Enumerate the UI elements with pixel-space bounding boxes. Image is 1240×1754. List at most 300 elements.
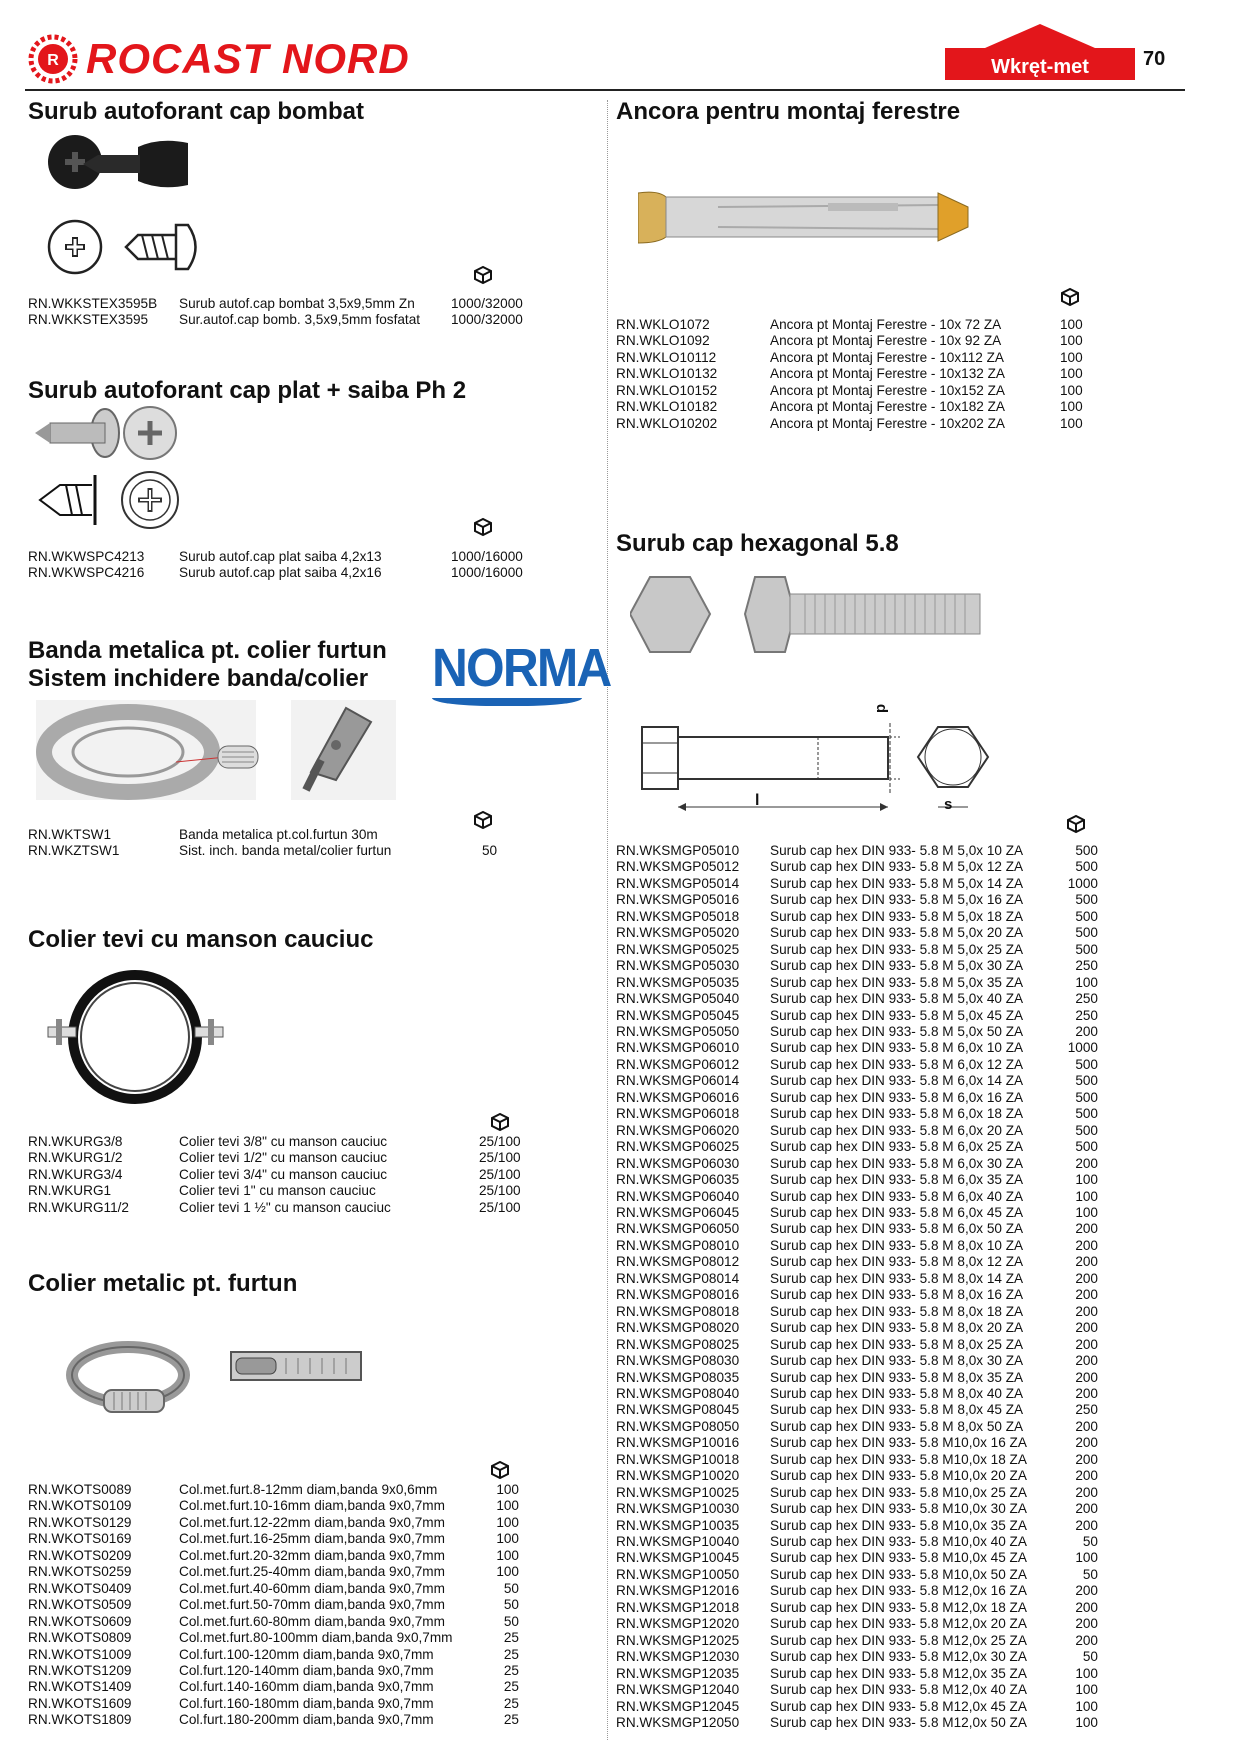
product-quantity: 100 [1060, 415, 1083, 431]
product-code: RN.WKSMGP08010 [616, 1237, 740, 1253]
product-quantity: 200 [1075, 1484, 1098, 1500]
product-quantity: 25/100 [479, 1166, 521, 1182]
product-description: Surub cap hex DIN 933- 5.8 M 5,0x 10 ZA [770, 843, 1024, 858]
product-quantity: 100 [1075, 1682, 1098, 1698]
page-number: 70 [1143, 48, 1166, 70]
table-row [616, 1452, 1098, 1468]
package-box-icon [490, 1460, 510, 1480]
table-row [616, 1419, 1098, 1435]
product-code: RN.WKOTS0259 [28, 1564, 132, 1580]
table-row [28, 296, 523, 312]
product-list [28, 1134, 521, 1216]
product-code: RN.WKURG3/4 [28, 1166, 123, 1182]
product-description: Col.met.furt.40-60mm diam,banda 9x0,7mm [179, 1580, 445, 1596]
package-box-icon [490, 1112, 510, 1132]
table-row [616, 1485, 1098, 1501]
product-code: RN.WKLO10132 [616, 366, 718, 382]
product-code: RN.WKSMGP12018 [616, 1599, 740, 1615]
table-row [28, 827, 497, 843]
product-description: Surub cap hex DIN 933- 5.8 M 5,0x 40 ZA [770, 991, 1024, 1007]
diagram-label-d: d [873, 703, 891, 714]
product-quantity: 500 [1075, 1073, 1098, 1089]
product-code: RN.WKSMGP12050 [616, 1715, 740, 1731]
product-quantity: 25/100 [479, 1183, 521, 1199]
product-code: RN.WKSMGP08020 [616, 1320, 740, 1336]
product-description: Surub cap hex DIN 933- 5.8 M12,0x 30 ZA [770, 1649, 1027, 1665]
product-code: RN.WKSMGP10040 [616, 1534, 740, 1550]
table-row [616, 350, 1083, 366]
product-description: Surub cap hex DIN 933- 5.8 M12,0x 50 ZA [770, 1715, 1027, 1731]
product-quantity: 100 [1075, 974, 1098, 990]
table-row [616, 1337, 1098, 1353]
table-row [616, 1402, 1098, 1418]
table-row [28, 312, 523, 328]
table-row [616, 909, 1098, 925]
product-quantity: 500 [1075, 859, 1098, 875]
table-row [616, 416, 1083, 432]
table-row [616, 843, 1098, 859]
worm-gear-hose-clamp-icon [66, 1330, 366, 1440]
product-description: Col.met.furt.10-16mm diam,banda 9x0,7mm [179, 1498, 445, 1514]
table-row [28, 1548, 519, 1564]
product-quantity: 500 [1075, 941, 1098, 957]
product-description: Surub cap hex DIN 933- 5.8 M 8,0x 16 ZA [770, 1287, 1024, 1303]
product-description: Colier tevi 1" cu manson cauciuc [179, 1183, 376, 1199]
product-code: RN.WKTSW1 [28, 827, 112, 842]
table-row [616, 1550, 1098, 1566]
table-row [28, 1614, 519, 1630]
product-code: RN.WKSMGP06040 [616, 1188, 740, 1204]
table-row [616, 958, 1098, 974]
product-description: Surub cap hex DIN 933- 5.8 M 6,0x 14 ZA [770, 1073, 1024, 1089]
product-code: RN.WKLO10202 [616, 415, 718, 431]
product-quantity: 200 [1075, 1336, 1098, 1352]
product-code: RN.WKSMGP10018 [616, 1451, 740, 1467]
product-code: RN.WKSMGP06030 [616, 1155, 740, 1171]
product-code: RN.WKOTS1809 [28, 1712, 132, 1728]
diagram-label-s: s [944, 796, 953, 813]
table-row [28, 1482, 519, 1498]
table-row [616, 1221, 1098, 1237]
pan-head-washer-screw-icon [30, 405, 180, 535]
section-title: Ancora pentru montaj ferestre [616, 98, 961, 125]
product-code: RN.WKSMGP05030 [616, 958, 740, 974]
table-row [28, 1150, 521, 1166]
product-description: Surub cap hex DIN 933- 5.8 M 5,0x 16 ZA [770, 892, 1024, 908]
product-code: RN.WKSMGP05018 [616, 908, 740, 924]
product-description: Sist. inch. banda metal/colier furtun [179, 843, 392, 859]
product-code: RN.WKSMGP05010 [616, 843, 740, 858]
product-quantity: 100 [1075, 1172, 1098, 1188]
table-row [28, 565, 523, 581]
table-row [616, 1518, 1098, 1534]
hex-bolt-dimension-diagram [630, 695, 1000, 835]
product-code: RN.WKOTS0209 [28, 1547, 132, 1563]
table-row [28, 1498, 519, 1514]
table-row [28, 1679, 519, 1695]
product-description: Surub cap hex DIN 933- 5.8 M 8,0x 50 ZA [770, 1418, 1024, 1434]
table-row [616, 1435, 1098, 1451]
product-code: RN.WKSMGP06035 [616, 1172, 740, 1188]
product-quantity: 200 [1075, 1287, 1098, 1303]
product-description: Surub autof.cap bombat 3,5x9,5mm Zn [179, 296, 415, 311]
product-code: RN.WKSMGP06020 [616, 1122, 740, 1138]
product-description: Ancora pt Montaj Ferestre - 10x 72 ZA [770, 317, 1002, 332]
product-code: RN.WKURG3/8 [28, 1134, 123, 1149]
product-description: Surub cap hex DIN 933- 5.8 M12,0x 40 ZA [770, 1682, 1027, 1698]
product-quantity: 500 [1075, 1056, 1098, 1072]
product-description: Col.met.furt.50-70mm diam,banda 9x0,7mm [179, 1597, 445, 1613]
product-code: RN.WKSMGP08014 [616, 1270, 740, 1286]
product-description: Col.met.furt.60-80mm diam,banda 9x0,7mm [179, 1613, 445, 1629]
table-row [616, 876, 1098, 892]
table-row [616, 892, 1098, 908]
product-description: Surub cap hex DIN 933- 5.8 M 5,0x 30 ZA [770, 958, 1024, 974]
product-code: RN.WKSMGP05012 [616, 859, 740, 875]
table-row [616, 975, 1098, 991]
table-row [616, 1040, 1098, 1056]
table-row [616, 1254, 1098, 1270]
product-description: Surub cap hex DIN 933- 5.8 M12,0x 25 ZA [770, 1632, 1027, 1648]
table-row [616, 383, 1083, 399]
product-description: Colier tevi 1/2" cu manson cauciuc [179, 1150, 388, 1166]
table-row [616, 1123, 1098, 1139]
product-list [28, 1482, 519, 1729]
product-quantity: 1000 [1067, 875, 1098, 891]
product-code: RN.WKSMGP06014 [616, 1073, 740, 1089]
table-row [616, 1699, 1098, 1715]
product-description: Banda metalica pt.col.furtun 30m [179, 827, 378, 842]
product-code: RN.WKSMGP05040 [616, 991, 740, 1007]
product-description: Surub cap hex DIN 933- 5.8 M12,0x 20 ZA [770, 1616, 1027, 1632]
product-quantity: 100 [1060, 349, 1083, 365]
product-quantity: 50 [482, 843, 498, 859]
product-quantity: 1000/16000 [451, 549, 523, 564]
product-code: RN.WKKSTEX3595B [28, 296, 158, 311]
product-code: RN.WKOTS0129 [28, 1514, 132, 1530]
norma-logo [432, 638, 611, 712]
header-rule [25, 89, 1185, 91]
table-row [616, 1370, 1098, 1386]
table-row [616, 1501, 1098, 1517]
product-code: RN.WKSMGP12020 [616, 1616, 740, 1632]
product-quantity: 100 [1075, 1204, 1098, 1220]
product-description: Surub cap hex DIN 933- 5.8 M 6,0x 35 ZA [770, 1172, 1024, 1188]
table-row [616, 1567, 1098, 1583]
table-row [28, 1200, 521, 1216]
product-quantity: 25/100 [479, 1199, 521, 1215]
product-quantity: 25 [503, 1712, 519, 1728]
product-quantity: 100 [1075, 1715, 1098, 1731]
package-box-icon [473, 517, 493, 537]
table-row [28, 1564, 519, 1580]
product-quantity: 200 [1075, 1221, 1098, 1237]
table-row [28, 1696, 519, 1712]
table-row [28, 1581, 519, 1597]
product-code: RN.WKSMGP12025 [616, 1632, 740, 1648]
product-description: Surub cap hex DIN 933- 5.8 M 6,0x 45 ZA [770, 1204, 1024, 1220]
product-code: RN.WKSMGP08025 [616, 1336, 740, 1352]
product-quantity: 500 [1075, 1106, 1098, 1122]
product-quantity: 25/100 [479, 1150, 521, 1166]
table-row [616, 1633, 1098, 1649]
table-row [616, 1189, 1098, 1205]
product-list [616, 317, 1083, 432]
product-code: RN.WKSMGP08035 [616, 1369, 740, 1385]
product-description: Col.met.furt.16-25mm diam,banda 9x0,7mm [179, 1531, 445, 1547]
table-row [616, 1468, 1098, 1484]
product-quantity: 200 [1075, 1418, 1098, 1434]
product-quantity: 200 [1075, 1320, 1098, 1336]
product-quantity: 200 [1075, 1369, 1098, 1385]
table-row [616, 1090, 1098, 1106]
product-quantity: 200 [1075, 1254, 1098, 1270]
section-subtitle: Sistem inchidere banda/colier [28, 665, 369, 692]
table-row [616, 1386, 1098, 1402]
product-code: RN.WKSMGP05045 [616, 1007, 740, 1023]
table-row [28, 1167, 521, 1183]
product-description: Surub cap hex DIN 933- 5.8 M 5,0x 12 ZA [770, 859, 1024, 875]
product-code: RN.WKSMGP06012 [616, 1056, 740, 1072]
table-row [28, 1134, 521, 1150]
product-description: Col.furt.120-140mm diam,banda 9x0,7mm [179, 1662, 434, 1678]
section-title: Colier metalic pt. furtun [28, 1270, 298, 1297]
product-description: Surub cap hex DIN 933- 5.8 M 8,0x 45 ZA [770, 1402, 1024, 1418]
diagram-label-l: l [755, 792, 760, 809]
product-code: RN.WKOTS1409 [28, 1679, 132, 1695]
product-code: RN.WKSMGP12030 [616, 1649, 740, 1665]
product-code: RN.WKLO1072 [616, 317, 710, 332]
product-code: RN.WKURG1 [28, 1183, 112, 1199]
product-code: RN.WKSMGP08018 [616, 1303, 740, 1319]
product-description: Col.furt.100-120mm diam,banda 9x0,7mm [179, 1646, 434, 1662]
product-quantity: 50 [503, 1613, 519, 1629]
product-quantity: 100 [1075, 1698, 1098, 1714]
product-code: RN.WKSMGP10045 [616, 1550, 740, 1566]
table-row [616, 1139, 1098, 1155]
product-quantity: 25 [503, 1646, 519, 1662]
product-description: Sur.autof.cap bomb. 3,5x9,5mm fosfatat [179, 312, 421, 328]
table-row [616, 1682, 1098, 1698]
product-code: RN.WKSMGP12040 [616, 1682, 740, 1698]
product-description: Surub cap hex DIN 933- 5.8 M 6,0x 25 ZA [770, 1139, 1024, 1155]
product-quantity: 50 [1082, 1566, 1098, 1582]
product-quantity: 200 [1075, 1451, 1098, 1467]
table-row [616, 1057, 1098, 1073]
product-code: RN.WKSMGP08050 [616, 1418, 740, 1434]
product-description: Colier tevi 3/4" cu manson cauciuc [179, 1166, 388, 1182]
product-quantity: 25 [503, 1630, 519, 1646]
product-quantity: 100 [496, 1547, 519, 1563]
table-row [616, 925, 1098, 941]
product-description: Surub cap hex DIN 933- 5.8 M10,0x 16 ZA [770, 1435, 1027, 1451]
product-quantity: 500 [1075, 843, 1098, 858]
brand-name: ROCAST NORD [86, 35, 410, 82]
product-code: RN.WKSMGP05020 [616, 925, 740, 941]
product-code: RN.WKOTS1209 [28, 1662, 132, 1678]
wkret-met-logo [945, 22, 1135, 82]
product-code: RN.WKURG1/2 [28, 1150, 123, 1166]
product-description: Surub autof.cap plat saiba 4,2x16 [179, 565, 382, 581]
product-description: Ancora pt Montaj Ferestre - 10x 92 ZA [770, 333, 1002, 349]
table-row [616, 1649, 1098, 1665]
product-quantity: 200 [1075, 1155, 1098, 1171]
product-list [28, 827, 497, 860]
table-row [28, 843, 497, 859]
product-description: Surub autof.cap plat saiba 4,2x13 [179, 549, 382, 564]
product-description: Ancora pt Montaj Ferestre - 10x132 ZA [770, 366, 1005, 382]
product-description: Surub cap hex DIN 933- 5.8 M 6,0x 50 ZA [770, 1221, 1024, 1237]
table-row [616, 333, 1083, 349]
table-row [616, 1320, 1098, 1336]
table-row [616, 1205, 1098, 1221]
product-description: Surub cap hex DIN 933- 5.8 M 6,0x 10 ZA [770, 1040, 1024, 1056]
product-quantity: 1000/32000 [451, 312, 523, 328]
product-code: RN.WKSMGP08016 [616, 1287, 740, 1303]
section-title: Banda metalica pt. colier furtun [28, 637, 387, 664]
product-code: RN.WKKSTEX3595 [28, 312, 149, 328]
norma-logo-swoosh [432, 698, 582, 706]
self-drilling-pan-head-screw-icon [38, 125, 238, 285]
product-quantity: 1000/32000 [451, 296, 523, 311]
product-description: Surub cap hex DIN 933- 5.8 M10,0x 40 ZA [770, 1534, 1027, 1550]
product-quantity: 100 [496, 1564, 519, 1580]
product-description: Surub cap hex DIN 933- 5.8 M 5,0x 18 ZA [770, 908, 1024, 924]
table-row [28, 549, 523, 565]
product-code: RN.WKSMGP06050 [616, 1221, 740, 1237]
table-row [616, 1534, 1098, 1550]
product-list [616, 843, 1098, 1731]
product-code: RN.WKOTS0409 [28, 1580, 132, 1596]
product-code: RN.WKSMGP06018 [616, 1106, 740, 1122]
product-quantity: 500 [1075, 925, 1098, 941]
product-quantity: 100 [496, 1514, 519, 1530]
product-code: RN.WKWSPC4213 [28, 549, 145, 564]
product-code: RN.WKSMGP10020 [616, 1468, 740, 1484]
table-row [28, 1630, 519, 1646]
product-code: RN.WKSMGP08030 [616, 1353, 740, 1369]
section-title: Surub autoforant cap bombat [28, 98, 364, 125]
product-quantity: 200 [1075, 1237, 1098, 1253]
product-quantity: 100 [1075, 1665, 1098, 1681]
product-quantity: 200 [1075, 1517, 1098, 1533]
product-quantity: 500 [1075, 908, 1098, 924]
product-description: Ancora pt Montaj Ferestre - 10x182 ZA [770, 399, 1005, 415]
hex-bolt-photo-icon [630, 572, 990, 672]
product-description: Surub cap hex DIN 933- 5.8 M 5,0x 20 ZA [770, 925, 1024, 941]
product-quantity: 100 [1060, 366, 1083, 382]
product-description: Surub cap hex DIN 933- 5.8 M12,0x 16 ZA [770, 1583, 1027, 1599]
product-code: RN.WKOTS0609 [28, 1613, 132, 1629]
product-description: Surub cap hex DIN 933- 5.8 M 8,0x 25 ZA [770, 1336, 1024, 1352]
table-row [616, 1583, 1098, 1599]
product-quantity: 200 [1075, 1270, 1098, 1286]
product-description: Surub cap hex DIN 933- 5.8 M 6,0x 30 ZA [770, 1155, 1024, 1171]
brand-header [28, 34, 410, 84]
product-code: RN.WKSMGP08045 [616, 1402, 740, 1418]
product-code: RN.WKSMGP10016 [616, 1435, 740, 1451]
product-quantity: 100 [1075, 1550, 1098, 1566]
product-quantity: 1000 [1067, 1040, 1098, 1056]
table-row [616, 399, 1083, 415]
table-row [28, 1647, 519, 1663]
product-description: Surub cap hex DIN 933- 5.8 M 8,0x 18 ZA [770, 1303, 1024, 1319]
product-code: RN.WKLO10152 [616, 382, 718, 398]
product-code: RN.WKSMGP06010 [616, 1040, 740, 1056]
table-row [28, 1183, 521, 1199]
product-code: RN.WKOTS0089 [28, 1482, 132, 1497]
table-row [616, 1073, 1098, 1089]
product-code: RN.WKSMGP12035 [616, 1665, 740, 1681]
package-box-icon [473, 265, 493, 285]
product-code: RN.WKOTS1609 [28, 1695, 132, 1711]
product-description: Surub cap hex DIN 933- 5.8 M 8,0x 40 ZA [770, 1385, 1024, 1401]
product-code: RN.WKWSPC4216 [28, 565, 145, 581]
product-description: Colier tevi 3/8" cu manson cauciuc [179, 1134, 388, 1149]
product-description: Surub cap hex DIN 933- 5.8 M 6,0x 16 ZA [770, 1089, 1024, 1105]
product-description: Colier tevi 1 ½" cu manson cauciuc [179, 1199, 391, 1215]
product-description: Surub cap hex DIN 933- 5.8 M 8,0x 12 ZA [770, 1254, 1024, 1270]
table-row [616, 317, 1083, 333]
product-code: RN.WKZTSW1 [28, 843, 120, 859]
window-frame-anchor-icon [638, 185, 983, 255]
product-code: RN.WKOTS0809 [28, 1630, 132, 1646]
product-code: RN.WKSMGP05014 [616, 875, 740, 891]
product-quantity: 200 [1075, 1385, 1098, 1401]
product-quantity: 500 [1075, 1139, 1098, 1155]
product-code: RN.WKSMGP06045 [616, 1204, 740, 1220]
product-description: Col.met.furt.25-40mm diam,banda 9x0,7mm [179, 1564, 445, 1580]
product-code: RN.WKSMGP05035 [616, 974, 740, 990]
product-quantity: 100 [1060, 317, 1083, 332]
product-description: Ancora pt Montaj Ferestre - 10x112 ZA [770, 349, 1004, 365]
table-row [616, 1715, 1098, 1731]
product-quantity [482, 827, 497, 843]
product-quantity: 1000/16000 [451, 565, 523, 581]
table-row [616, 991, 1098, 1007]
product-quantity: 100 [496, 1482, 519, 1497]
product-description: Col.met.furt.20-32mm diam,banda 9x0,7mm [179, 1547, 445, 1563]
product-description: Surub cap hex DIN 933- 5.8 M10,0x 25 ZA [770, 1484, 1027, 1500]
product-quantity: 250 [1075, 958, 1098, 974]
product-quantity: 200 [1075, 1468, 1098, 1484]
product-description: Surub cap hex DIN 933- 5.8 M 8,0x 35 ZA [770, 1369, 1024, 1385]
product-quantity: 200 [1075, 1023, 1098, 1039]
product-description: Surub cap hex DIN 933- 5.8 M10,0x 35 ZA [770, 1517, 1027, 1533]
product-description: Surub cap hex DIN 933- 5.8 M 6,0x 40 ZA [770, 1188, 1024, 1204]
column-divider [607, 100, 608, 1740]
product-quantity: 100 [1060, 399, 1083, 415]
product-quantity: 25 [503, 1679, 519, 1695]
product-quantity: 200 [1075, 1303, 1098, 1319]
product-quantity: 100 [496, 1498, 519, 1514]
product-code: RN.WKSMGP06025 [616, 1139, 740, 1155]
table-row [616, 1024, 1098, 1040]
section-title: Surub cap hexagonal 5.8 [616, 530, 899, 557]
product-quantity: 500 [1075, 892, 1098, 908]
product-quantity: 50 [503, 1597, 519, 1613]
product-description: Ancora pt Montaj Ferestre - 10x152 ZA [770, 382, 1005, 398]
product-list [28, 549, 523, 582]
product-quantity: 200 [1075, 1583, 1098, 1599]
table-row [616, 1600, 1098, 1616]
table-row [616, 366, 1083, 382]
product-code: RN.WKSMGP10050 [616, 1566, 740, 1582]
product-quantity: 100 [1060, 333, 1083, 349]
product-quantity: 100 [1060, 382, 1083, 398]
table-row [28, 1597, 519, 1613]
product-description: Surub cap hex DIN 933- 5.8 M 6,0x 20 ZA [770, 1122, 1024, 1138]
